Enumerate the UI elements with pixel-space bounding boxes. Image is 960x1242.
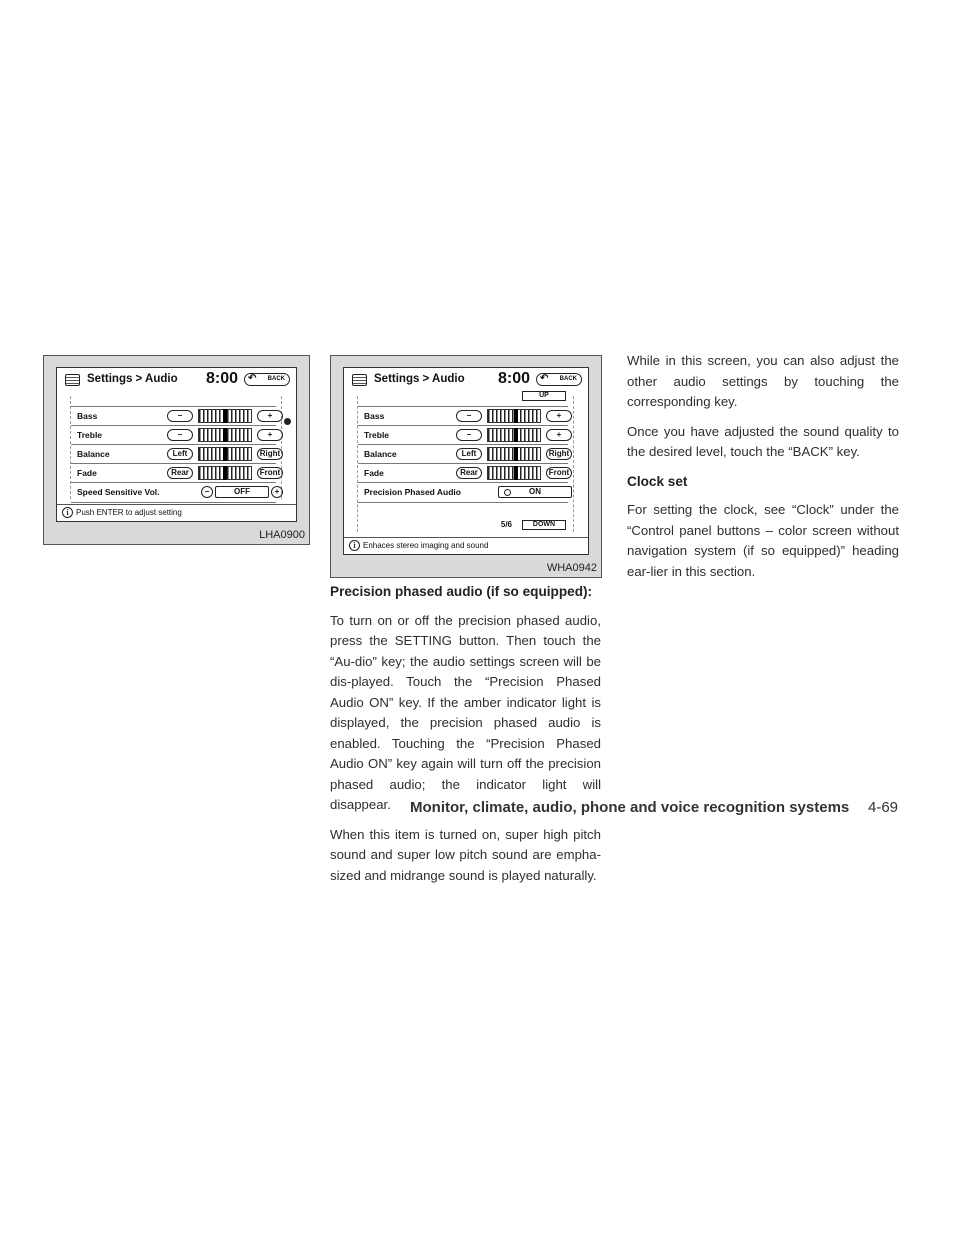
- balance-right-button[interactable]: Right: [546, 448, 572, 460]
- back-arrow-icon: ↶: [248, 373, 257, 384]
- middle-column: [330, 582, 601, 895]
- fade-rear-button[interactable]: Rear: [456, 467, 482, 479]
- footer-hint: Push ENTER to adjust setting: [76, 508, 182, 517]
- page-number: 4-69: [868, 799, 899, 816]
- fade-rear-button[interactable]: Rear: [167, 467, 193, 479]
- setting-label: Balance: [364, 449, 397, 459]
- bass-plus-button[interactable]: +: [257, 410, 283, 422]
- info-icon: i: [62, 507, 73, 518]
- treble-minus-button[interactable]: −: [456, 429, 482, 441]
- screen-title: Settings > Audio: [87, 373, 178, 385]
- balance-right-button[interactable]: Right: [257, 448, 283, 460]
- setting-label: Bass: [77, 411, 98, 421]
- balance-level-bar: [198, 447, 252, 461]
- fade-level-bar: [487, 466, 541, 480]
- setting-label: Speed Sensitive Vol.: [77, 487, 160, 497]
- clock-time: 8:00: [497, 370, 530, 387]
- back-arrow-icon: ↶: [540, 373, 549, 384]
- ppa-on-toggle[interactable]: ON: [498, 486, 572, 498]
- treble-plus-button[interactable]: +: [257, 429, 283, 441]
- setting-row-bass: [71, 406, 276, 426]
- treble-minus-button[interactable]: −: [167, 429, 193, 441]
- paragraph: For setting the clock, see “Clock” under the “Control panel buttons – color screen without navigation system (if so equipped)” heading ear-lier in this section.: [627, 502, 899, 579]
- speed-plus-button[interactable]: +: [271, 486, 283, 498]
- speed-value-display: OFF: [215, 486, 269, 498]
- settings-menu-icon: [65, 374, 80, 386]
- paragraph: While in this screen, you can also adjust the other audio settings by touching the corresponding key.: [627, 353, 899, 409]
- setting-label: Fade: [364, 468, 384, 478]
- footer-hint: Enhaces stereo imaging and sound: [363, 541, 489, 550]
- treble-plus-button[interactable]: +: [546, 429, 572, 441]
- page-up-button[interactable]: UP: [522, 391, 566, 401]
- setting-label: Treble: [364, 430, 390, 440]
- setting-row-bass: [358, 406, 568, 426]
- setting-row-balance: [71, 444, 281, 464]
- page-down-button[interactable]: DOWN: [522, 520, 566, 530]
- fade-front-button[interactable]: Front: [546, 467, 572, 479]
- balance-level-bar: [487, 447, 541, 461]
- back-button[interactable]: ↶ BACK: [536, 373, 582, 386]
- screen-footer: [57, 504, 296, 521]
- setting-row-fade: [71, 463, 281, 483]
- info-icon: i: [349, 540, 360, 551]
- indicator-light-icon: [504, 489, 511, 496]
- treble-level-bar: [487, 428, 541, 442]
- audio-settings-screen-ppa: [343, 367, 589, 555]
- right-column: [627, 351, 899, 591]
- bass-level-bar: [487, 409, 541, 423]
- back-button[interactable]: ↶ BACK: [244, 373, 290, 386]
- scroll-rail[interactable]: [281, 396, 292, 499]
- left-rail: [60, 396, 71, 499]
- fade-level-bar: [198, 466, 252, 480]
- audio-settings-screen: [56, 367, 297, 522]
- setting-label: Balance: [77, 449, 110, 459]
- paragraph: When this item is turned on, super high pitch sound and super low pitch sound are empha-sized and midrange sound is played naturally.: [330, 826, 601, 883]
- setting-row-speed-sensitive: [71, 482, 280, 503]
- balance-left-button[interactable]: Left: [167, 448, 193, 460]
- figure-code: WHA0942: [546, 562, 597, 574]
- running-footer-title: Monitor, climate, audio, phone and voice recognition systems: [410, 799, 850, 816]
- setting-label: Treble: [77, 430, 103, 440]
- settings-menu-icon: [352, 374, 367, 386]
- bass-level-bar: [198, 409, 252, 423]
- setting-row-treble: [71, 425, 276, 445]
- bass-minus-button[interactable]: −: [456, 410, 482, 422]
- page-indicator: 5/6: [500, 520, 512, 529]
- figure-code: LHA0900: [259, 529, 305, 541]
- setting-row-precision-phased-audio[interactable]: [358, 482, 568, 503]
- bass-minus-button[interactable]: −: [167, 410, 193, 422]
- setting-label: Fade: [77, 468, 97, 478]
- speed-minus-button[interactable]: −: [201, 486, 213, 498]
- section-heading-ppa: Precision phased audio (if so equipped):: [330, 584, 593, 599]
- screen-header: [57, 368, 296, 394]
- section-heading-clock-set: Clock set: [627, 473, 688, 489]
- clock-time: 8:00: [205, 370, 238, 387]
- setting-row-fade: [358, 463, 568, 483]
- setting-label: Precision Phased Audio: [364, 487, 461, 497]
- screen-title: Settings > Audio: [374, 373, 465, 385]
- bass-plus-button[interactable]: +: [546, 410, 572, 422]
- fade-front-button[interactable]: Front: [257, 467, 283, 479]
- setting-label: Bass: [364, 411, 385, 421]
- paragraph: Once you have adjusted the sound quality to the desired level, touch the “BACK” key.: [627, 423, 899, 459]
- screen-footer: [344, 537, 588, 554]
- figure-lha0900: [43, 355, 310, 545]
- paragraph: To turn on or off the precision phased audio, press the SETTING button. Then touch the “Au-dio” key; the audio settings screen will be dis-played. Touch the “Precision Phased Audio ON” key. If the amber indicator light is displayed, the precision phased audio is enabled. Touching the “Precision Phased Audio ON” key again will turn off the precision phased audio; the indicator light will disappear.: [330, 612, 601, 812]
- left-rail: [347, 396, 358, 532]
- treble-level-bar: [198, 428, 252, 442]
- balance-left-button[interactable]: Left: [456, 448, 482, 460]
- scroll-indicator-icon: [284, 418, 291, 425]
- scroll-rail[interactable]: [573, 396, 584, 532]
- figure-wha0942: [330, 355, 602, 578]
- setting-row-treble: [358, 425, 568, 445]
- setting-row-balance: [358, 444, 568, 464]
